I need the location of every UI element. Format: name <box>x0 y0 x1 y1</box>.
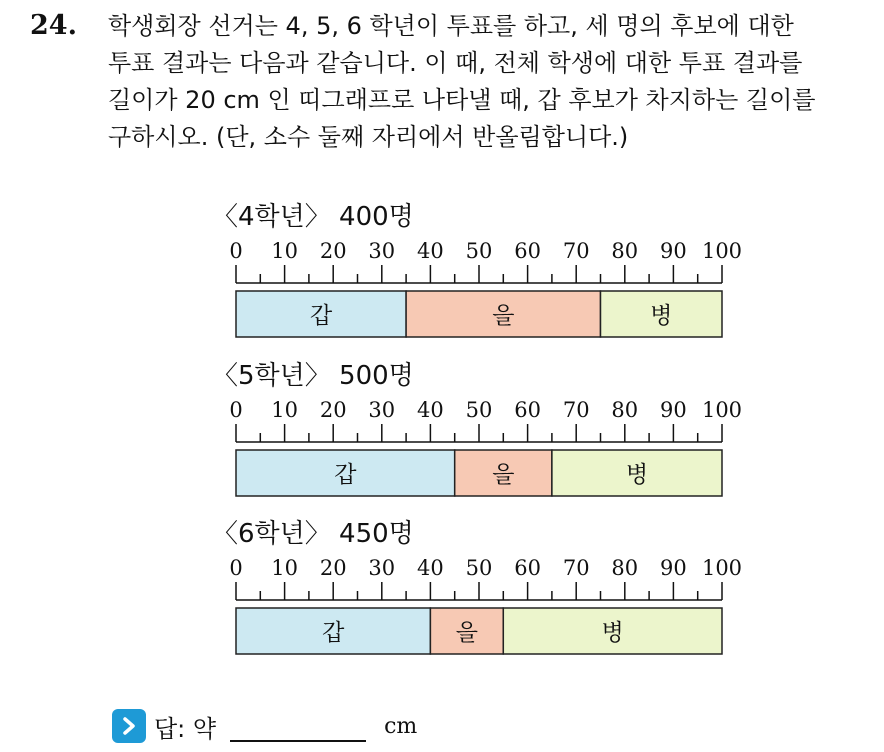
answer-unit: cm <box>384 713 418 739</box>
tick-label: 10 <box>271 239 298 263</box>
segment-label: 병 <box>601 620 624 646</box>
tick-label: 100 <box>701 398 743 422</box>
problem-line: 학생회장 선거는 4, 5, 6 학년이 투표를 하고, 세 명의 후보에 대한 <box>108 12 794 40</box>
segment-label: 을 <box>492 462 515 488</box>
question-number: 24. <box>30 10 77 41</box>
tick-label: 0 <box>229 556 243 580</box>
tick-label: 100 <box>701 556 743 580</box>
tick-label: 20 <box>319 239 347 263</box>
tick-label: 20 <box>319 398 347 422</box>
chart-title: 〈4학년〉 400명 <box>212 202 414 232</box>
tick-label: 60 <box>514 398 541 422</box>
tick-label: 30 <box>368 398 396 422</box>
problem-line: 길이가 20 cm 인 띠그래프로 나타낼 때, 갑 후보가 차지하는 길이를 <box>108 86 816 114</box>
chart-title: 〈5학년〉 500명 <box>212 361 414 391</box>
tick-label: 90 <box>660 398 687 422</box>
tick-label: 60 <box>514 556 541 580</box>
tick-label: 90 <box>660 556 687 580</box>
segment-label: 갑 <box>334 462 357 488</box>
answer-blank-input[interactable] <box>230 710 366 742</box>
tick-label: 50 <box>465 239 493 263</box>
problem-line: 투표 결과는 다음과 같습니다. 이 때, 전체 학생에 대한 투표 결과를 <box>108 49 803 77</box>
chart-title: 〈6학년〉 450명 <box>212 519 414 549</box>
segment-label: 갑 <box>309 303 333 329</box>
tick-label: 90 <box>660 239 687 263</box>
answer-area <box>112 706 417 746</box>
answer-label: 답: 약 <box>154 714 217 743</box>
segment-label: 을 <box>455 620 478 646</box>
tick-label: 50 <box>465 556 493 580</box>
tick-label: 40 <box>417 239 444 263</box>
segment-label: 갑 <box>322 620 345 646</box>
tick-label: 60 <box>514 239 541 263</box>
segment-label: 병 <box>650 303 673 329</box>
tick-label: 10 <box>271 398 298 422</box>
tick-label: 30 <box>368 239 396 263</box>
tick-label: 0 <box>229 398 243 422</box>
tick-label: 70 <box>562 398 590 422</box>
tick-label: 20 <box>319 556 347 580</box>
tick-label: 70 <box>562 239 590 263</box>
tick-label: 40 <box>417 398 444 422</box>
tick-label: 0 <box>229 239 243 263</box>
tick-label: 80 <box>611 556 639 580</box>
tick-label: 100 <box>701 239 743 263</box>
chevron-right-icon <box>112 709 146 743</box>
segment-label: 병 <box>625 462 649 488</box>
segment-label: 을 <box>492 303 515 329</box>
problem-line: 구하시오. (단, 소수 둘째 자리에서 반올림합니다.) <box>108 123 629 151</box>
tick-label: 70 <box>562 556 590 580</box>
tick-label: 80 <box>611 239 639 263</box>
tick-label: 10 <box>271 556 298 580</box>
tick-label: 50 <box>465 398 493 422</box>
tick-label: 30 <box>368 556 396 580</box>
tick-label: 40 <box>417 556 444 580</box>
tick-label: 80 <box>611 398 639 422</box>
